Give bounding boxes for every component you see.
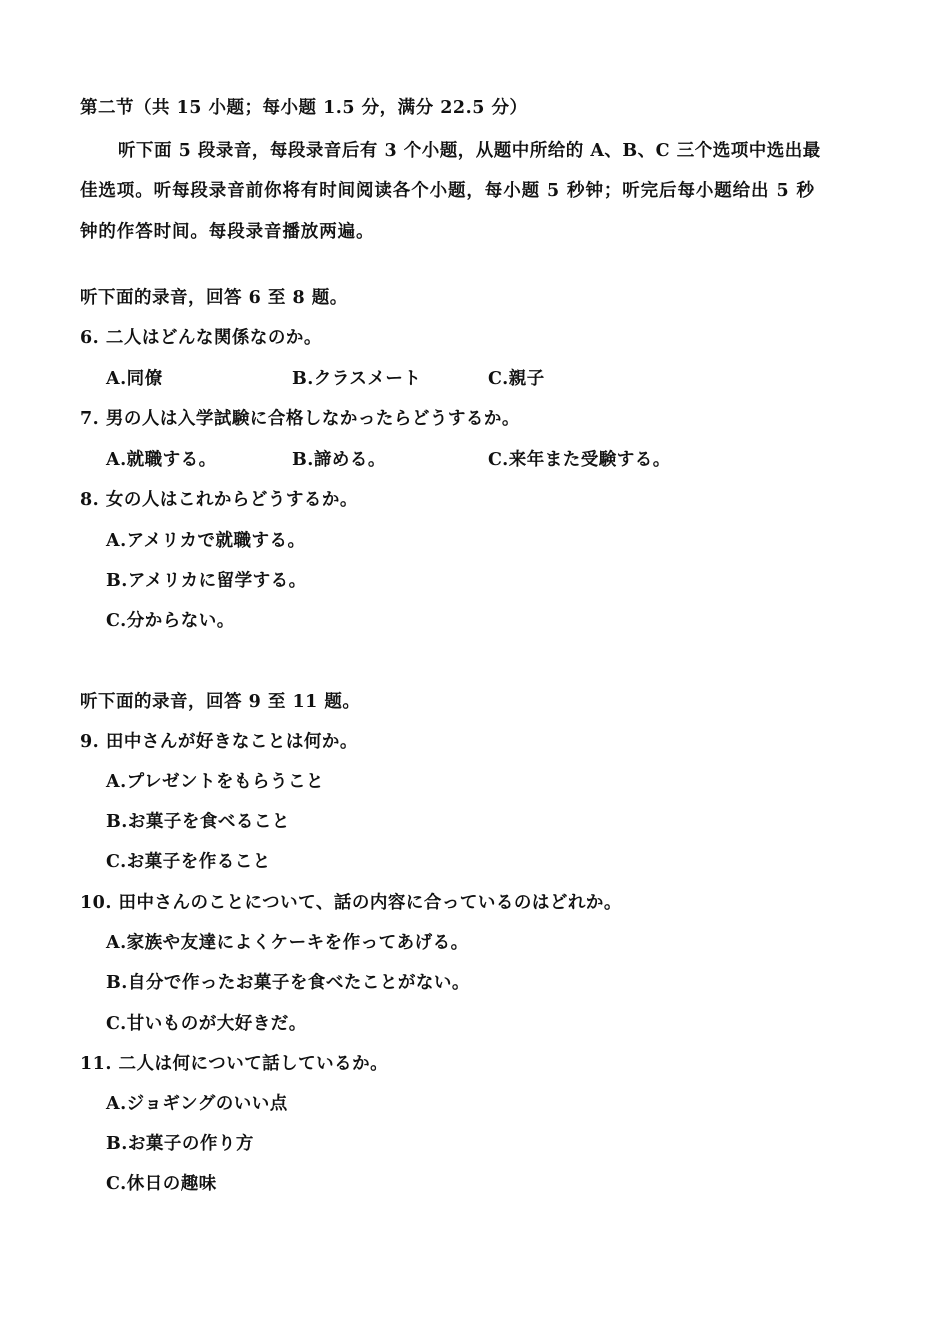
question-8-option-c: C.分からない。 xyxy=(106,611,235,631)
question-6: 6. 二人はどんな関係なのか。 xyxy=(80,328,322,348)
question-6-option-b: B.クラスメート xyxy=(292,369,422,389)
question-8: 8. 女の人はこれからどうするか。 xyxy=(80,490,358,510)
group-heading-6-8: 听下面的录音，回答 6 至 8 题。 xyxy=(80,288,348,308)
question-7: 7. 男の人は入学試験に合格しなかったらどうするか。 xyxy=(80,409,520,429)
group-heading-9-11: 听下面的录音，回答 9 至 11 题。 xyxy=(80,692,361,712)
question-8-option-b: B.アメリカに留学する。 xyxy=(106,571,307,591)
question-9-option-a: A.プレゼントをもらうこと xyxy=(106,772,324,792)
question-11-option-c: C.休日の趣味 xyxy=(106,1174,217,1194)
question-10-option-c: C.甘いものが大好きだ。 xyxy=(106,1014,307,1034)
question-11-option-b: B.お菓子の作り方 xyxy=(106,1134,254,1154)
question-8-option-a: A.アメリカで就職する。 xyxy=(106,531,306,551)
instructions-line-1: 听下面 5 段录音，每段录音后有 3 个小题，从题中所给的 A、B、C 三个选项中选出最 xyxy=(118,141,821,161)
question-7-option-b: B.諦める。 xyxy=(292,450,386,470)
question-10-option-b: B.自分で作ったお菓子を食べたことがない。 xyxy=(106,973,470,993)
question-9-option-c: C.お菓子を作ること xyxy=(106,852,271,872)
question-10-option-a: A.家族や友達によくケーキを作ってあげる。 xyxy=(106,933,469,953)
section-header: 第二节（共 15 小题；每小题 1.5 分，满分 22.5 分） xyxy=(80,98,528,118)
question-11-option-a: A.ジョギングのいい点 xyxy=(106,1094,288,1114)
question-11: 11. 二人は何について話しているか。 xyxy=(80,1054,389,1074)
question-9: 9. 田中さんが好きなことは何か。 xyxy=(80,732,358,752)
question-10: 10. 田中さんのことについて、話の内容に合っているのはどれか。 xyxy=(80,893,622,913)
question-6-option-c: C.親子 xyxy=(488,369,545,389)
question-6-option-a: A.同僚 xyxy=(106,369,163,389)
question-9-option-b: B.お菓子を食べること xyxy=(106,812,290,832)
instructions-line-3: 钟的作答时间。每段录音播放两遍。 xyxy=(80,222,375,242)
question-7-option-a: A.就職する。 xyxy=(106,450,217,470)
instructions-line-2: 佳选项。听每段录音前你将有时间阅读各个小题，每小题 5 秒钟；听完后每小题给出 5 秒 xyxy=(80,181,815,201)
question-7-option-c: C.来年また受験する。 xyxy=(488,450,671,470)
